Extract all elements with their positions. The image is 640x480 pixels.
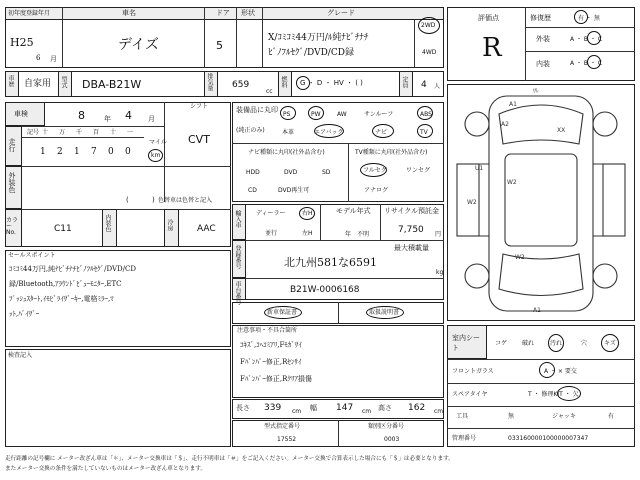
diagram-mark-w2-b: W2 [467, 199, 477, 206]
equipment-item: AW [337, 111, 347, 118]
room-label: 室内シート [452, 334, 480, 352]
tv-fullseg: フルセグ [363, 167, 387, 174]
notes-line: ｺｷｽﾞ,ｺﾍｺﾐｱﾘ,Fﾓｶﾞｻｲ [240, 341, 302, 349]
mileage-digit-header: 一 [127, 129, 134, 136]
fuel: G ・ D ・ HV ・ ( ) [300, 79, 363, 87]
footer-line2: またメーター交換の条件を満たしていないものはメーター改ざん車となります。 [5, 466, 206, 472]
car-diagram [447, 84, 635, 321]
grade-line1: X/ｺﾐｺﾐ44万円/ﾙ純ﾅﾋﾞﾁﾅﾁ [268, 33, 369, 43]
divider [525, 51, 635, 52]
score-label: 評価点 [478, 14, 499, 22]
navi-title: ナビ種類に丸印(社外品含む) [248, 149, 325, 156]
new-warranty: 新車保証書 [267, 309, 298, 316]
mileage-digit: 1 [40, 147, 46, 157]
tools-value: 無 [508, 413, 515, 420]
divider [447, 383, 635, 384]
divider [236, 7, 237, 68]
mileage-digit: 2 [57, 147, 63, 157]
interior-grade: A ・ B ・ C [570, 60, 603, 67]
divider [447, 359, 635, 360]
navi-dvd-play: DVD再生可 [278, 187, 310, 194]
equipment-circle [308, 106, 324, 120]
diagram-mark-w2-a: W2 [507, 179, 517, 186]
divider [232, 278, 444, 279]
divider [232, 143, 444, 144]
inspection-year: 8 [78, 109, 85, 122]
shift-label: シフト [190, 103, 209, 110]
month-unit: 月 [50, 55, 57, 63]
registration-value: 北九州581な6591 [284, 256, 377, 269]
height-unit: cm [434, 408, 444, 415]
interior-label: 内装色 [104, 214, 111, 232]
repair-options: 有 ・ 無 [578, 15, 600, 22]
navi-sd: SD [322, 169, 331, 176]
inspection-year-unit: 年 [104, 115, 111, 123]
equipment-item: エアバック [314, 129, 344, 136]
notes-line: Fﾊﾞﾝﾊﾟｰ修正,Rｾﾝｻｲ [240, 358, 302, 366]
ac-value: AAC [197, 224, 216, 234]
mileage-digit-header: 万 [59, 129, 66, 136]
divider [525, 27, 635, 28]
manual: 取扱説明書 [369, 309, 400, 316]
divider [5, 166, 231, 167]
left-handle: 左H [302, 230, 313, 237]
navi-cd: CD [248, 187, 257, 194]
diagram-mark-xx: XX [557, 127, 566, 134]
model-year-label: モデル年式 [336, 207, 371, 215]
grade-label: グレード [327, 9, 355, 17]
control-value: 033160000100000007347 [508, 435, 589, 442]
divider [338, 420, 339, 447]
vehicle-class-label: 車歴 [7, 75, 14, 87]
tv-title: TV種類に丸印(社外品含む) [355, 149, 428, 156]
equipment-item: サンルーフ [364, 111, 394, 118]
max-load-label: 最大積載量 [394, 244, 429, 252]
exterior-note: 色替車は色替と記入 [158, 197, 213, 204]
room-ana: 穴 [581, 340, 588, 347]
model-year-value: 年 不明 [345, 231, 370, 238]
equipment-label: 装備品に丸印 [236, 106, 278, 114]
import-label: 輸入車 [234, 210, 241, 228]
right-handle: 右H [302, 210, 313, 217]
shape-label: 形状 [241, 9, 255, 17]
divider [338, 302, 339, 324]
model-num-label: 型式指定番号 [264, 423, 301, 430]
doors: 5 [216, 39, 223, 52]
divider [62, 7, 63, 68]
inspection-month: 4 [125, 109, 132, 122]
glass-value: A ・ × 要交 [544, 368, 577, 375]
diagram-mark-a1-rear: A1 [533, 307, 541, 314]
right-handle-circle [299, 207, 315, 220]
footer-line1: 走行距離の記号欄に メーター改ざん車は「＊」、メーター交換車は「＄」、走行不明車は「＃」をご記入ください。メーター交換で合算表示した場合にも「＄」は必要となります。 [5, 456, 454, 462]
equipment-item: PS [283, 111, 291, 118]
model: DBA-B21W [82, 78, 142, 91]
exterior-paren-close: ) [152, 196, 155, 204]
exterior-paren: ( [126, 196, 129, 204]
displacement: 659 [232, 80, 250, 90]
length-label: 長さ [236, 404, 250, 412]
mileage-digit: 1 [74, 147, 80, 157]
class-num: 0003 [384, 436, 400, 443]
divider [5, 209, 231, 210]
inspector-box [5, 349, 231, 447]
jack-label: ジャッキ [552, 413, 576, 420]
width-value: 147 [336, 403, 354, 413]
inspector-label: 検査記入 [8, 352, 33, 359]
inspection-label: 車検 [14, 110, 28, 118]
divider [232, 240, 444, 241]
width-unit: cm [362, 408, 372, 415]
chassis-label: 車台番号 [234, 281, 241, 305]
model-label: 型式 [60, 76, 67, 88]
color-label: カラーNo. [6, 217, 19, 236]
divider [22, 137, 144, 138]
control-label: 管理番号 [452, 435, 477, 442]
sales-line: ﾌﾟｯｼｭｽﾀｰﾄ,ｲﾓﾋﾞﾗｲｻﾞｰｷｰ,電格ﾐﾗｰ,ﾏ [9, 295, 114, 303]
navi-hdd: HDD [246, 169, 260, 176]
length-unit: cm [292, 408, 302, 415]
registration-label: 登録番号 [234, 245, 241, 269]
sales-line: 録/Bluetooth,ｱﾗｳﾝﾄﾞﾋﾞｭｰﾓﾆﾀｰ,ETC [9, 280, 122, 288]
mileage-label: 走行 [8, 138, 16, 152]
drive-2wd: 2WD [421, 22, 436, 29]
cc-unit: cc [266, 88, 273, 95]
recycle-unit: 円 [435, 231, 442, 238]
diagram-mark-w2-c: W2 [515, 254, 525, 261]
divider [348, 143, 349, 202]
vehicle-class: 自家用 [24, 79, 52, 89]
diagram-mark-u1: U1 [475, 165, 484, 172]
repair-label: 修復歴 [530, 14, 551, 22]
equipment-circle [417, 124, 433, 138]
room-koge: コゲ [495, 340, 508, 347]
divider [380, 204, 381, 240]
mileage-digit-header: 千 [76, 129, 83, 136]
equipment-circle [372, 124, 394, 138]
fuel-label: 燃料 [280, 76, 287, 88]
reg-year-label: 初年度登録年月 [8, 10, 51, 17]
diagram-mark-a1: A1 [509, 101, 517, 108]
notes-line: Fﾊﾞﾝﾊﾟｰ修正,Rｸﾘｱ損傷 [240, 375, 312, 383]
mileage-digit: 0 [108, 147, 114, 157]
color-code: C11 [54, 224, 72, 234]
parallel: 並行 [265, 230, 278, 237]
equipment-item: TV [420, 129, 428, 136]
equipment-circle [314, 124, 344, 138]
car-name: デイズ [118, 37, 159, 53]
ac-label: 冷房 [166, 219, 173, 231]
spare-label: スペアタイヤ [452, 391, 488, 398]
glass-label: フロントガラス [452, 368, 494, 375]
recycle-value: 7,750 [398, 225, 424, 235]
length-value: 339 [264, 403, 282, 413]
reg-month: 6 [36, 54, 41, 62]
divider [525, 7, 526, 81]
exterior-label: 外装色 [8, 172, 16, 193]
exterior-grade: A ・ B ・ C [570, 36, 603, 43]
room-yogore: 汚れ [550, 340, 563, 347]
inspection-month-unit: 月 [148, 115, 155, 123]
height-value: 162 [408, 403, 426, 413]
divider [447, 428, 635, 429]
diagram-mark-a2: A2 [501, 121, 509, 128]
room-yabure: 破れ [522, 340, 535, 347]
shift-value: CVT [188, 133, 210, 146]
mileage-digit-header: 十 [110, 129, 117, 136]
car-name-label: 車名 [122, 9, 136, 17]
equipment-item: 本革 [282, 129, 295, 136]
jack-value: 有 [608, 413, 615, 420]
tools-label: 工具 [456, 413, 469, 420]
tv-oneseg: ワンセグ [406, 167, 431, 174]
sales-line: ｯﾄ,ﾊﾞｲｻﾞｰ [9, 310, 40, 318]
divider [164, 102, 165, 202]
notes-label: 注意事項・不具合箇所 [237, 327, 298, 334]
model-num: 17552 [277, 436, 297, 443]
spare-value: T ・ 修理KIT ・ 欠 [528, 391, 579, 398]
max-load-unit: kg [436, 269, 444, 276]
equipment-item: ナビ [375, 129, 388, 136]
equipment-item: ABS [420, 111, 432, 118]
divider [414, 20, 415, 68]
recycle-label: リサイクル預託金 [384, 207, 440, 215]
mileage-digit: 0 [125, 147, 131, 157]
dealer: ディーラー [256, 210, 286, 217]
divider [262, 7, 263, 68]
equipment-circle [417, 106, 433, 120]
equipment-sub: (純正のみ) [236, 127, 265, 134]
sales-point-label: セールスポイント [8, 252, 56, 259]
reg-year: H25 [10, 36, 34, 49]
equipment-item: PW [311, 111, 321, 118]
mileage-unit-km: km [151, 152, 161, 159]
divider [447, 406, 635, 407]
doors-label: ドア [216, 9, 230, 17]
interior-grade-label: 内装 [536, 60, 550, 68]
divider [204, 7, 205, 68]
persons-unit: 人 [434, 83, 441, 90]
mileage-sub-label: 記号 [27, 129, 40, 136]
mileage-digit-header: 百 [93, 129, 100, 136]
mileage-digit: 7 [91, 147, 97, 157]
mileage-digit-header: 十 [42, 129, 49, 136]
tv-analog: アナログ [364, 187, 389, 194]
divider [320, 204, 321, 240]
chassis-value: B21W-0006168 [290, 285, 360, 295]
exterior-grade-label: 外装 [536, 35, 550, 43]
displacement-label: 排気量 [206, 73, 213, 91]
room-kizu: キズ [604, 340, 616, 347]
score: R [482, 33, 502, 63]
grade-line2: ﾋﾞﾉﾌﾙｾｸﾞ/DVD/CD録 [268, 48, 354, 58]
capacity: 4 [421, 80, 427, 90]
mileage-unit-mile: マイル [149, 139, 167, 146]
class-num-label: 類別区分番号 [368, 423, 405, 430]
diagram-top-label: ﾜﾚ [533, 88, 540, 95]
sales-line: ｺﾐｺﾐ44万円,純ﾅﾋﾞﾁﾅﾁﾋﾞﾉﾌﾙｾｸﾞ/DVD/CD [9, 265, 136, 273]
capacity-label: 定員 [401, 76, 408, 88]
width-label: 幅 [310, 404, 317, 412]
navi-dvd: DVD [284, 169, 298, 176]
height-label: 高さ [378, 404, 392, 412]
drive-4wd: 4WD [422, 49, 437, 56]
divider [5, 126, 165, 127]
equipment-circle [280, 106, 296, 120]
